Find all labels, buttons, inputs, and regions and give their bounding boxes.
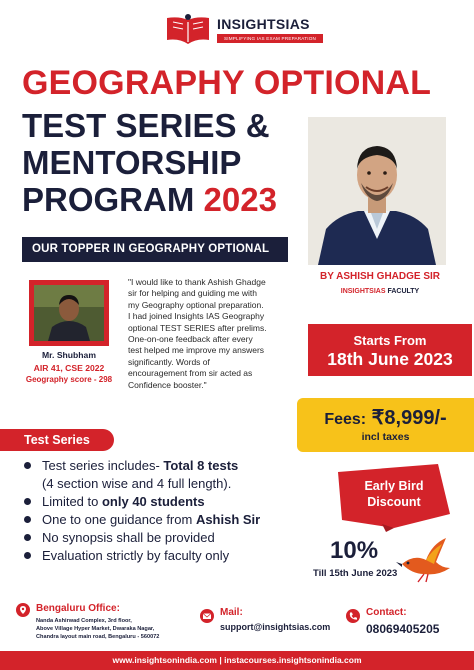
list-item: Evaluation strictly by faculty only (22, 547, 312, 565)
bullet-icon (24, 552, 31, 559)
start-date-label: Starts From (353, 333, 427, 348)
bird-icon (396, 534, 452, 584)
fees-box (297, 398, 474, 452)
office-address-line3: Chandra layout main road, Bengaluru - 560072 (36, 634, 160, 640)
test-series-heading: Test Series (0, 429, 114, 451)
start-date-value: 18th June 2023 (327, 349, 453, 369)
headline-line4: PROGRAM 2023 (22, 181, 277, 218)
mail-icon (200, 609, 214, 623)
test-series-list (22, 457, 312, 565)
brand-name: INSIGHTSIAS (217, 16, 310, 32)
start-date-box (308, 324, 472, 376)
mail-address[interactable]: support@insightsias.com (220, 622, 331, 632)
student-portrait-icon (34, 285, 104, 341)
fees-note: incl taxes (361, 431, 410, 443)
student-rank: AIR 41, CSE 2022 (33, 363, 105, 373)
faculty-portrait-icon (308, 117, 446, 265)
student-photo-frame (29, 280, 109, 346)
bullet-icon (24, 498, 31, 505)
early-bird-label: Early Bird Discount (364, 479, 424, 509)
bullet-icon (24, 534, 31, 541)
list-item: One to one guidance from Ashish Sir (22, 511, 312, 529)
topper-banner: OUR TOPPER IN GEOGRAPHY OPTIONAL (22, 237, 288, 262)
headline-year: 2023 (203, 181, 277, 218)
list-item: Test series includes- Total 8 tests (22, 457, 312, 475)
footer-links[interactable]: www.insightsonindia.com | instacourses.insightsonindia.com (0, 651, 474, 670)
book-logo-icon (165, 12, 211, 48)
contact-row (0, 598, 474, 648)
list-item: No synopsis shall be provided (22, 529, 312, 547)
list-item: (4 section wise and 4 full length). (42, 476, 232, 491)
insightsias-logo (165, 10, 315, 52)
fees-amount: Fees: ₹8,999/- (324, 407, 447, 429)
mail-heading: Mail: (220, 607, 243, 618)
faculty-photo (308, 117, 446, 265)
phone-number[interactable]: 08069405205 (366, 622, 440, 636)
student-name: Mr. Shubham (42, 350, 96, 360)
student-score: Geography score - 298 (25, 375, 113, 384)
discount-deadline: Till 15th June 2023 (313, 568, 398, 579)
headline-line2: TEST SERIES & (22, 107, 270, 144)
faculty-role: INSIGHTSIAS FACULTY (340, 288, 420, 295)
bullet-icon (24, 462, 31, 469)
list-item: Limited to only 40 students (22, 493, 312, 511)
testimonial-text: "I would like to thank Ashish Ghadge sir for helping and guiding me with my Geography optional preparation. I had joined Insights IAS Geography optional TEST SERIES after prelims. One-on-one feedback after every test helped me improve my answers significantly. Words of encouragement from sir acted as Confidence booster." (128, 277, 267, 390)
office-address-line1: Nanda Ashirwad Complex, 3rd floor, (36, 618, 132, 624)
headline-line3: MENTORSHIP (22, 144, 242, 181)
office-address-line2: Above Village Hyper Market, Dwaraka Nagar, (36, 626, 155, 632)
bullet-icon (24, 516, 31, 523)
student-photo (34, 285, 104, 341)
discount-percent: 10% (330, 537, 379, 564)
location-pin-icon (16, 603, 30, 617)
office-heading: Bengaluru Office: (36, 603, 120, 614)
phone-icon (346, 609, 360, 623)
faculty-by-line: BY ASHISH GHADGE SIR (319, 271, 441, 282)
phone-heading: Contact: (366, 607, 407, 618)
headline-line1: GEOGRAPHY OPTIONAL (22, 64, 432, 102)
brand-tagline: SIMPLIFYING IAS EXAM PREPARATION (217, 34, 323, 43)
